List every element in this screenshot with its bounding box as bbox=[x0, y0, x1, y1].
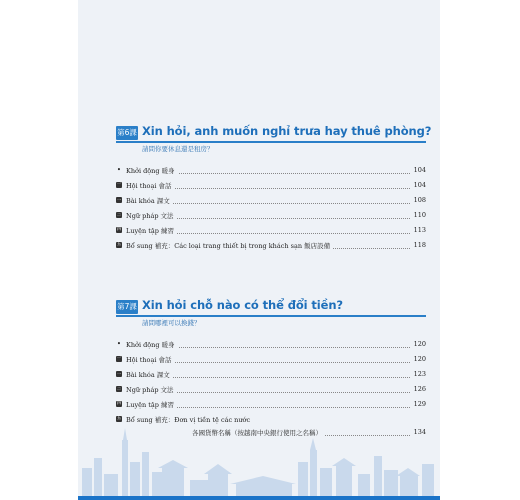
toc-row-page: 129 bbox=[411, 400, 426, 408]
lesson-6-contents bbox=[116, 164, 434, 254]
toc-row-label-line2: 各國貨幣名稱（按越南中央銀行使用之名稱） bbox=[192, 428, 325, 437]
lesson-6-title: Xin hỏi, anh muốn nghỉ trưa hay thuê phòng? bbox=[142, 124, 432, 138]
toc-row[interactable] bbox=[116, 398, 434, 413]
toc-row-page: 108 bbox=[411, 196, 426, 204]
lesson-7-section bbox=[116, 298, 434, 441]
toc-row-page: 123 bbox=[411, 370, 426, 378]
toc-row[interactable] bbox=[116, 368, 434, 383]
section-number-icon: 五 bbox=[116, 416, 122, 421]
bullet-icon: • bbox=[116, 340, 122, 348]
toc-row-label: Hội thoại 會話 bbox=[126, 355, 174, 364]
section-number-icon: 一 bbox=[116, 356, 122, 361]
toc-row-page: 134 bbox=[411, 428, 426, 436]
toc-row-page: 120 bbox=[411, 340, 426, 348]
lesson-6-subtitle: 請問你要休息還是租房？ bbox=[142, 145, 214, 153]
book-page bbox=[78, 0, 440, 500]
toc-row-page: 126 bbox=[411, 385, 426, 393]
lesson-7-subtitle: 請問哪裡可以換錢？ bbox=[142, 319, 201, 327]
toc-row-page: 118 bbox=[411, 241, 426, 249]
toc-row-page: 104 bbox=[411, 166, 426, 174]
toc-row[interactable] bbox=[116, 179, 434, 194]
toc-row-page: 113 bbox=[411, 226, 426, 234]
section-number-icon: 二 bbox=[116, 197, 122, 202]
lesson-6-header bbox=[116, 124, 434, 158]
toc-row[interactable] bbox=[116, 239, 434, 254]
toc-row-label: Khởi động 暖身 bbox=[126, 340, 178, 349]
lesson-7-header bbox=[116, 298, 434, 332]
toc-row-label: Hội thoại 會話 bbox=[126, 181, 174, 190]
toc-row-label: Bổ sung 補充：Đơn vị tiền tệ các nước bbox=[126, 415, 253, 424]
bottom-accent-bar bbox=[78, 496, 440, 500]
lesson-7-badge: 第7課 bbox=[116, 300, 138, 314]
lesson-7-divider bbox=[116, 315, 426, 317]
section-number-icon: 二 bbox=[116, 371, 122, 376]
toc-row-label: Khởi động 暖身 bbox=[126, 166, 178, 175]
section-number-icon: 五 bbox=[116, 242, 122, 247]
toc-row-label: Luyện tập 練習 bbox=[126, 400, 177, 409]
toc-row[interactable] bbox=[116, 413, 434, 426]
lesson-7-title: Xin hỏi chỗ nào có thể đổi tiền? bbox=[142, 298, 343, 312]
toc-row-page: 120 bbox=[411, 355, 426, 363]
section-number-icon: 三 bbox=[116, 386, 122, 391]
section-number-icon: 一 bbox=[116, 182, 122, 187]
toc-row[interactable] bbox=[116, 194, 434, 209]
toc-row-label: Luyện tập 練習 bbox=[126, 226, 177, 235]
dot-leader bbox=[316, 435, 412, 436]
toc-row[interactable] bbox=[116, 164, 434, 179]
lesson-6-section bbox=[116, 124, 434, 254]
toc-row-page: 104 bbox=[411, 181, 426, 189]
toc-row-label: Ngữ pháp 文法 bbox=[126, 385, 177, 394]
city-skyline-illustration bbox=[78, 428, 440, 496]
toc-row[interactable] bbox=[116, 209, 434, 224]
toc-row-label: Bổ sung 補充：Các loại trang thiết bị trong khách sạn 飯店設備 bbox=[126, 241, 333, 250]
toc-row[interactable] bbox=[116, 383, 434, 398]
section-number-icon: 三 bbox=[116, 212, 122, 217]
toc-row[interactable] bbox=[116, 353, 434, 368]
toc-row[interactable] bbox=[116, 338, 434, 353]
lesson-6-divider bbox=[116, 141, 426, 143]
toc-row[interactable] bbox=[116, 224, 434, 239]
section-number-icon: 四 bbox=[116, 401, 122, 406]
toc-row-label: Ngữ pháp 文法 bbox=[126, 211, 177, 220]
lesson-6-badge: 第6課 bbox=[116, 126, 138, 140]
bullet-icon: • bbox=[116, 166, 122, 174]
toc-row-page: 110 bbox=[411, 211, 426, 219]
lesson-7-contents bbox=[116, 338, 434, 441]
toc-row-label: Bài khóa 課文 bbox=[126, 370, 173, 379]
toc-row-label: Bài khóa 課文 bbox=[126, 196, 173, 205]
section-number-icon: 四 bbox=[116, 227, 122, 232]
